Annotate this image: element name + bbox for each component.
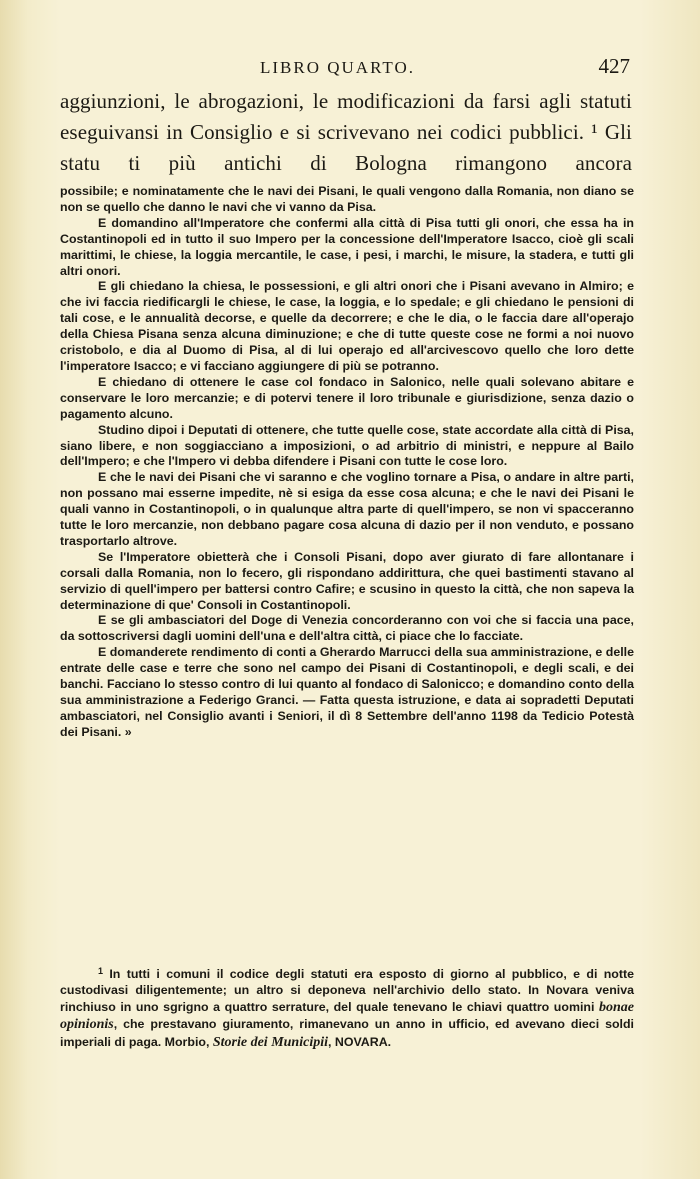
page-header <box>60 54 630 86</box>
document-paragraph: Se l'Imperatore obietterà che i Consoli Pisani, dopo aver giurato di fare allontanare i corsali dalla Romania, non lo fecero, gli rispondano addirittura, che quei bastimenti stavano al servizio di quell'impero per battersi contro Cafire; e scusino in questo la città, che non sapeva la determinazione di que' Consoli in Costantinopoli. <box>60 549 634 612</box>
footnote-marker: 1 <box>98 966 104 976</box>
quoted-document <box>60 184 634 741</box>
footnote-text-part: In tutti i comuni il codice degli statuti era esposto di giorno al pubblico, e di notte custodivasi diligentemente; un altro si deponeva nell'archivio dello stato. In Novara veniva rinchiuso in uno sgrigno a quattro serrature, del quale tenevano le chiavi quattro uomini <box>60 967 634 1014</box>
document-paragraph: E domanderete rendimento di conti a Gherardo Marrucci della sua amministrazione, e delle entrate delle case e terre che sono nel campo dei Pisani di Costantinopoli, e degli scali, e dei banchi. Facciano lo stesso contro di lui quanto al fondaco di Salonicco; e domandino conto della sua amministrazione a Federigo Granci. — Fatta questa istruzione, e data ai sopradetti Deputati ambasciatori, nel Consiglio avanti i Seniori, il dì 8 Settembre dell'anno 1198 da Tedicio Potestà dei Pisani. » <box>60 645 634 739</box>
page-number: 427 <box>598 54 630 78</box>
footnote-cited-title: Storie dei Municipii <box>212 1034 328 1050</box>
document-paragraph: Studino dipoi i Deputati di ottenere, che tutte quelle cose, state accordate alla città di Pisa, siano libere, e non soggiacciano a imposizioni, o ad arbitrio di ministri, e neppure al Bailo dell'Impero; e che l'Impero vi debba difendere i Pisani con tutte le cose loro. <box>60 422 634 469</box>
document-paragraph: E gli chiedano la chiesa, le possessioni, e gli altri onori che i Pisani avevano in Almiro; e che ivi faccia riedificargli le chiese, le case, la loggia, e lo spedale; e gli chiedano le pensioni di tali cose, e le annualità decorse, e quelle da decorrere; e che le dia, o le faccia dare all'operajo della Chiesa Pisana senza alcuna diminuzione; e che di tutte queste cose ne formi a noi nuovo cristobolo, e dia al Duomo di Pisa, al di lui operajo ed all'arcivescovo quello che loro dette l'imperatore Isacco; e vi facciano aggiungere di più se potranno. <box>60 279 634 373</box>
document-paragraph: E che le navi dei Pisani che vi saranno e che voglino tornare a Pisa, o andare in altre parti, non possano mai esserne impedite, nè si esiga da esse cosa alcuna; e che le navi dei Pisani le quali vanno in Costantinopoli, o in qualunque altra parte di quell'impero, se non vi spacceranno tutte le loro mercanzie, non debbano pagare cosa alcuna di dazio per il non venduto, e possano trasportarlo altrove. <box>60 470 634 548</box>
footnote-text-part: , che prestavano giuramento, rimanevano un anno in ufficio, ed avevano dieci soldi imperiali di paga. Morbio, <box>60 1017 634 1049</box>
footnote-text-part: , NOVARA. <box>327 1034 392 1049</box>
document-paragraph: E se gli ambasciatori del Doge di Venezia concorderanno con voi che si faccia una pace, da sottoscriversi dagli uomini dell'una e dell'altra città, ci piace che lo facciate. <box>60 613 634 644</box>
main-text-block <box>60 86 632 179</box>
footnote-latin-phrase: bonae opinionis <box>60 999 634 1033</box>
footnote-text <box>60 963 634 1051</box>
document-paragraph: possibile; e nominatamente che le navi dei Pisani, le quali vengono dalla Romania, non diano se non se quello che danno le navi che vi vanno da Pisa. <box>60 184 634 214</box>
document-paragraph: E domandino all'Imperatore che confermi alla città di Pisa tutti gli onori, che essa ha in Costantinopoli ed in tutto il suo Impero per la concessione dell'Imperatore Isacco, cioè gli scali marittimi, le chiese, la loggia mercantile, le case, i pesi, i marchi, le misure, la stadera, e tutti gli altri onori. <box>60 215 634 278</box>
document-paragraph: E chiedano di ottenere le case col fondaco in Salonico, nelle quali solevano abitare e conservare le loro mercanzie; e di potervi tenere il loro tribunale e giurisdizione, senza dazio o pagamento alcuno. <box>60 374 634 421</box>
running-head: LIBRO QUARTO. <box>260 58 416 77</box>
main-text: aggiunzioni, le abrogazioni, le modificazioni da farsi agli statuti eseguivansi in Consiglio e si scrivevano nei codici pubblici. ¹ Gli statu ti più antichi di Bologna rimangono ancora <box>60 89 632 175</box>
footnote <box>60 963 634 1051</box>
